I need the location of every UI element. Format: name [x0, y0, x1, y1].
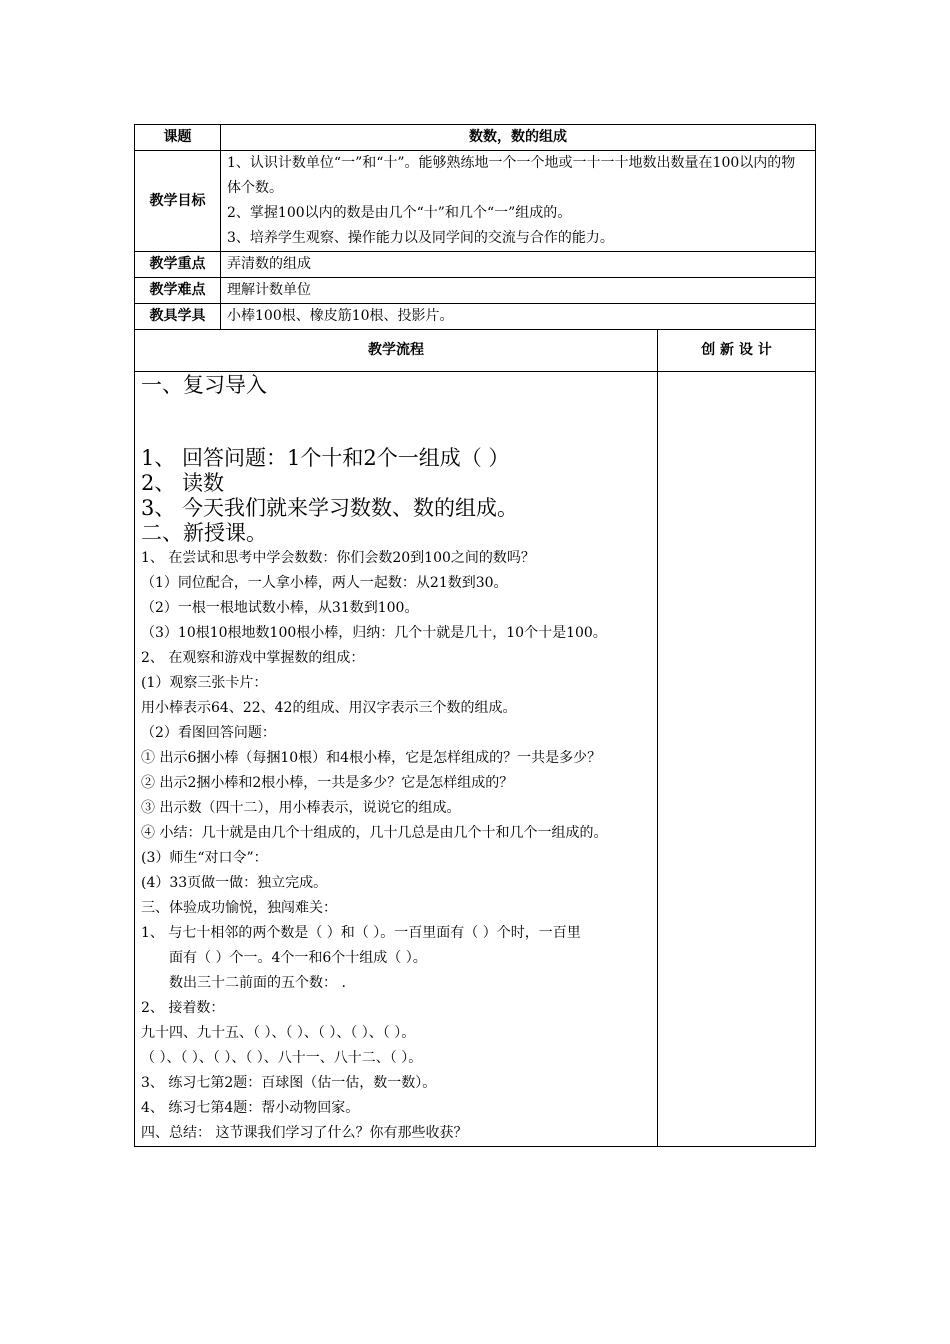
review-item: 1、 回答问题：1个十和2个一组成（ ） — [141, 446, 510, 470]
process-header: 教学流程 — [135, 330, 658, 372]
flow-line: （3）10根10根地数100根小棒，归纳：几个十就是几十，10个十是100。 — [141, 625, 607, 641]
goals-content — [221, 151, 816, 252]
lesson-plan-sheet — [134, 124, 815, 1147]
review-item: 3、 今天我们就来学习数数、数的组成。 — [141, 496, 519, 520]
flow-line: (1）观察三张卡片： — [141, 675, 268, 691]
goals-row — [135, 151, 816, 252]
flow-line: ② 出示2捆小棒和2根小棒，一共是多少？它是怎样组成的？ — [141, 775, 514, 791]
flow-line: 2、 在观察和游戏中掌握数的组成： — [141, 650, 365, 666]
section-2-title: 二、新授课。 — [141, 521, 267, 545]
flow-line: ① 出示6捆小棒（每捆10根）和4根小棒，它是怎样组成的？一共是多少？ — [141, 750, 602, 766]
topic-value: 数数，数的组成 — [221, 125, 816, 151]
flow-line: ④ 小结：几十就是由几个十组成的，几十几总是由几个十和几个一组成的。 — [141, 825, 608, 841]
flow-line: 用小棒表示64、22、42的组成、用汉字表示三个数的组成。 — [141, 700, 517, 716]
goal-item: 2、掌握100以内的数是由几个“十”和几个“一”组成的。 — [227, 205, 572, 221]
flow-line: 3、 练习七第2题：百球图（估一估，数一数）。 — [141, 1075, 437, 1091]
flow-line: 九十四、九十五、（ ）、（ ）、（ ）、（ ）、（ ）。 — [141, 1025, 416, 1041]
key-point-value: 弄清数的组成 — [221, 252, 816, 278]
flow-line: 4、 练习七第4题：帮小动物回家。 — [141, 1100, 360, 1116]
flow-line: 1、 在尝试和思考中学会数数：你们会数20到100之间的数吗？ — [141, 550, 535, 566]
goal-item: 3、培养学生观察、操作能力以及同学间的交流与合作的能力。 — [227, 230, 614, 246]
topic-label: 课题 — [135, 125, 221, 151]
flow-line: （1）同位配合，一人拿小棒，两人一起数：从21数到30。 — [141, 575, 508, 591]
key-point-label: 教学重点 — [135, 252, 221, 278]
flow-line: （ ）、（ ）、（ ）、（ ）、八十一、八十二、（ ）。 — [141, 1050, 423, 1066]
flow-line: (3）师生“对口令”： — [141, 850, 268, 866]
flow-line: （2）看图回答问题： — [141, 725, 276, 741]
goals-label: 教学目标 — [135, 151, 221, 252]
flow-line: ③ 出示数（四十二），用小棒表示，说说它的组成。 — [141, 800, 461, 816]
section-1-title: 一、复习导入 — [141, 373, 267, 397]
materials-row — [135, 304, 816, 330]
key-point-row — [135, 252, 816, 278]
flow-line: 面有（ ）个一。4个一和6个十组成（ ）。 — [169, 950, 427, 966]
flow-header-row — [135, 330, 816, 372]
flow-line: 数出三十二前面的五个数： . — [169, 975, 346, 991]
section-3-title: 三、体验成功愉悦，独闯难关： — [141, 900, 337, 916]
flow-line: 2、 接着数： — [141, 1000, 225, 1016]
materials-value: 小棒100根、橡皮筋10根、投影片。 — [221, 304, 816, 330]
flow-content — [135, 372, 658, 1147]
difficulty-value: 理解计数单位 — [221, 278, 816, 304]
flow-line: 1、 与七十相邻的两个数是（ ）和（ ）。一百里面有（ ）个时，一百里 — [141, 925, 581, 941]
materials-label: 教具学具 — [135, 304, 221, 330]
difficulty-row — [135, 278, 816, 304]
design-header: 创 新 设 计 — [658, 330, 816, 372]
goal-item: 1、认识计数单位“一”和“十”。能够熟练地一个一个地或一十一十地数出数量在100以内的物体个数。 — [227, 155, 796, 196]
difficulty-label: 教学难点 — [135, 278, 221, 304]
flow-line: （2）一根一根地试数小棒，从31数到100。 — [141, 600, 419, 616]
section-spacer — [141, 398, 651, 446]
flow-row — [135, 372, 816, 1147]
design-column — [658, 372, 816, 1147]
review-item: 2、 读数 — [141, 471, 225, 495]
lesson-plan-table — [134, 124, 816, 1147]
topic-row — [135, 125, 816, 151]
section-4-summary: 四、总结： 这节课我们学习了什么？你有那些收获？ — [141, 1125, 468, 1141]
flow-line: (4）33页做一做：独立完成。 — [141, 875, 328, 891]
